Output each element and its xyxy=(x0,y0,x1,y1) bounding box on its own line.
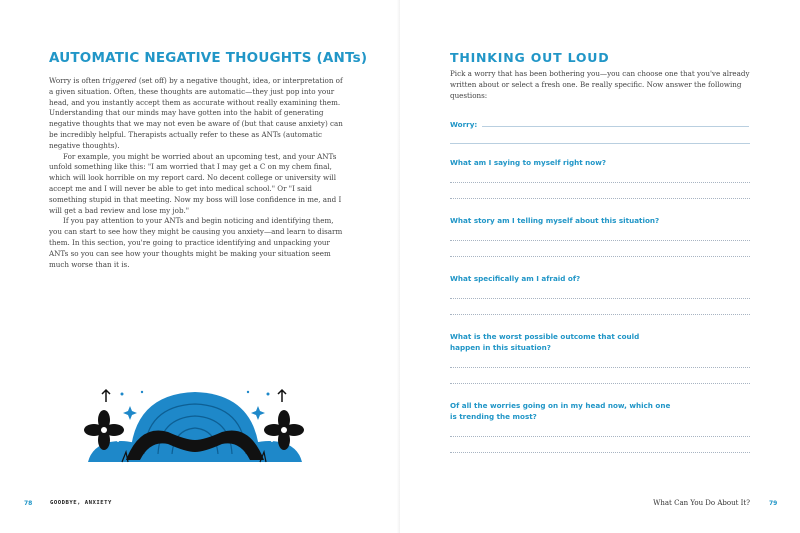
paragraph-1-start: Worry is often xyxy=(49,76,103,85)
ants-body-text xyxy=(49,76,347,270)
question-3: What specifically am I afraid of? xyxy=(450,274,581,283)
running-title-left: GOODBYE, ANXIETY xyxy=(50,500,112,506)
paragraph-2: For example, you might be worried about an upcoming test, and your ANTs unfold something like this: "I am worried that I may get a C on my chem final, which will look horrible on my report card. No decent college or university will accept me and I will never be able to get into medical school." Or "I said something stupid in that meeting. Now my boss will lose confidence in me, and I will get a bad review and lose my job." xyxy=(49,151,342,215)
answer-line[interactable] xyxy=(450,452,750,453)
answer-line[interactable] xyxy=(450,182,750,183)
answer-line[interactable] xyxy=(450,298,750,299)
page-heading-thinking-out-loud: THINKING OUT LOUD xyxy=(450,50,610,65)
paragraph-1 xyxy=(49,76,347,152)
answer-line[interactable] xyxy=(450,367,750,368)
question-1: What am I saying to myself right now? xyxy=(450,158,607,167)
answer-line[interactable] xyxy=(450,240,750,241)
page-heading-ants: AUTOMATIC NEGATIVE THOUGHTS (ANTs) xyxy=(49,50,368,66)
paragraph-1-emphasis: triggered xyxy=(102,76,137,85)
worry-answer-line-2[interactable] xyxy=(450,143,750,144)
page-number-left: 78 xyxy=(24,500,33,507)
answer-line[interactable] xyxy=(450,256,750,257)
running-title-right: What Can You Do About It? xyxy=(653,499,750,507)
answer-line[interactable] xyxy=(450,436,750,437)
question-5: Of all the worries going on in my head now, which one is trending the most? xyxy=(450,401,671,421)
paragraph-3: If you pay attention to your ANTs and begin noticing and identifying them, you can start to see how they might be causing you anxiety—and learn to disarm them. In this section, you're going to practice identifying and unpacking your ANTs so you can see how your thoughts might be making your situation seem much worse than it is. xyxy=(49,216,343,269)
decorative-flower-illustration xyxy=(82,384,308,466)
answer-line[interactable] xyxy=(450,198,750,199)
page-number-right: 79 xyxy=(769,500,778,507)
answer-line[interactable] xyxy=(450,314,750,315)
answer-line[interactable] xyxy=(450,383,750,384)
question-2: What story am I telling myself about this situation? xyxy=(450,216,660,225)
exercise-intro: Pick a worry that has been bothering you—you can choose one that you've already written about or select a fresh one. Be really specific. Now answer the following questions: xyxy=(450,69,750,100)
paragraph-1-rest: (set off) by a negative thought, idea, or interpretation of a given situation. Often, these thoughts are automatic—they just pop into your head, and you instantly accept them as accurate without really examining them. Understanding that our minds may have gotten into the habit of generating negative thoughts that we may not even be aware of (but that cause anxiety) can be incredibly helpful. Therapists actually refer to these as ANTs (automatic negative thoughts). xyxy=(49,76,343,150)
question-4: What is the worst possible outcome that could happen in this situation? xyxy=(450,332,640,352)
worry-label: Worry: xyxy=(450,120,478,129)
right-page xyxy=(400,0,800,533)
worry-answer-line[interactable] xyxy=(482,126,749,127)
